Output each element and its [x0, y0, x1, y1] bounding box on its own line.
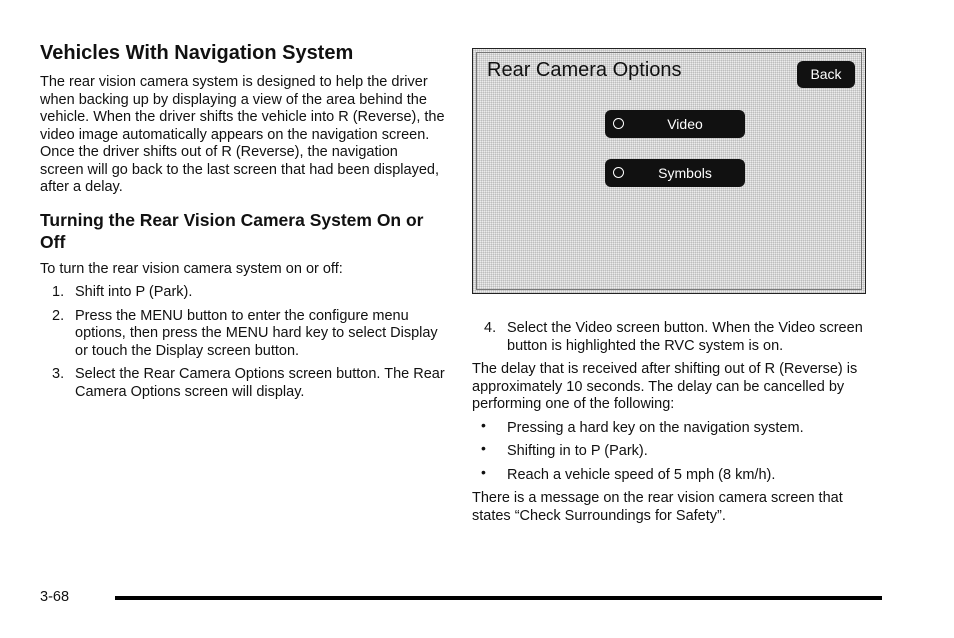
video-button-label: Video	[667, 116, 703, 132]
step-number: 2.	[52, 307, 65, 324]
screen-frame	[476, 52, 862, 290]
step-number: 4.	[484, 320, 497, 336]
bullet-text: Reach a vehicle speed of 5 mph (8 km/h).	[507, 466, 776, 483]
step-text: Press the MENU button to enter the configure menu options, then press the MENU hard key to select Display or touch the Display screen button.	[75, 307, 438, 359]
step-item	[40, 308, 445, 361]
bullet-icon: •	[481, 463, 486, 480]
screen-title: Rear Camera Options	[487, 59, 682, 81]
step-number: 1.	[52, 284, 65, 300]
bullet-item	[472, 440, 874, 461]
step-item	[40, 366, 445, 401]
step-number: 3.	[52, 366, 65, 382]
page-number: 3-68	[40, 589, 70, 605]
step-text: Select the Rear Camera Options screen button. The Rear Camera Options screen will display.	[75, 366, 445, 400]
back-button[interactable]: Back	[797, 61, 855, 88]
delay-paragraph: The delay that is received after shifting out of R (Reverse) is approximately 10 seconds. The delay can be cancelled by performing one of the following:	[472, 361, 858, 412]
subsection-heading: Turning the Rear Vision Camera System On or Off	[40, 209, 424, 252]
bullet-text: Shifting in to P (Park).	[507, 443, 648, 459]
closing-paragraph: There is a message on the rear vision camera screen that states “Check Surroundings for Safety”.	[472, 490, 843, 524]
rear-camera-options-screen	[472, 48, 866, 294]
symbols-button-label: Symbols	[658, 165, 712, 181]
left-column	[40, 40, 445, 407]
lead-paragraph: To turn the rear vision camera system on or off:	[40, 260, 343, 277]
steps-list-continued	[472, 320, 874, 355]
footer-rule	[115, 596, 882, 600]
step-text: Shift into P (Park).	[75, 284, 193, 300]
video-button[interactable]	[605, 110, 745, 138]
step-text: Select the Video screen button. When the Video screen button is highlighted the RVC system is on.	[507, 320, 863, 354]
bullet-text: Pressing a hard key on the navigation system.	[507, 419, 804, 436]
step-item	[472, 320, 874, 355]
bullet-item	[472, 416, 874, 438]
intro-paragraph: The rear vision camera system is designed to help the driver when backing up by displaying a view of the area behind the vehicle. When the driver shifts the vehicle into R (Reverse), the video image automatically appears on the navigation screen. Once the driver shifts out of R (Reverse), the navigation screen will go back to the last screen that had been displayed, after a delay.	[40, 74, 445, 195]
symbols-button[interactable]	[605, 159, 745, 187]
section-heading: Vehicles With Navigation System	[40, 42, 354, 64]
steps-list	[40, 284, 445, 401]
bullet-icon: •	[481, 440, 486, 456]
bullet-icon: •	[481, 416, 486, 433]
step-item	[40, 284, 445, 302]
right-column	[472, 48, 874, 531]
bullet-item	[472, 463, 874, 485]
cancel-options-list	[472, 416, 874, 485]
